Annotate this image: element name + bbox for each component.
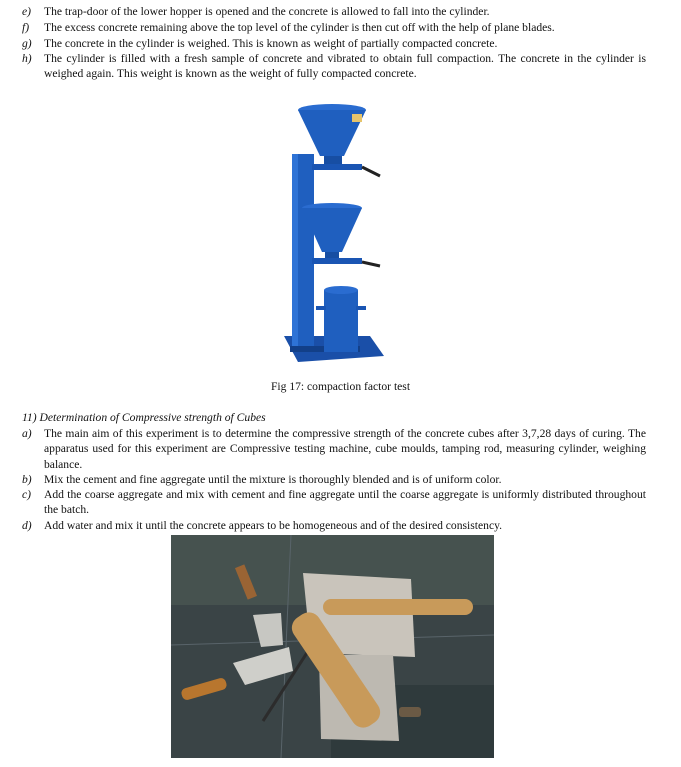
figure-caption: Fig 17: compaction factor test [270,380,411,393]
list-label: g) [22,37,32,50]
list-text: Add the coarse aggregate and mix with cement and fine aggregate until the coarse aggregate is uniformly distributed throughout the batch. [44,488,646,517]
list-label: d) [22,519,32,532]
list-item-g [22,36,646,51]
list-label: b) [22,473,32,486]
list-text: The concrete in the cylinder is weighed. This is known as weight of partially compacted concrete. [44,37,498,50]
mixing-tools-photo [171,535,494,758]
list-item-h [22,51,646,82]
compaction-factor-apparatus-image [272,104,392,374]
list-item-e [22,4,646,19]
list-label: e) [22,5,32,18]
list-item-d [22,518,646,533]
list-item-a [22,426,646,472]
list-item-c [22,487,646,518]
list-text: Add water and mix it until the concrete appears to be homogeneous and of the desired consistency. [44,519,503,532]
list-item-f [22,20,646,35]
list-label: f) [22,21,30,34]
list-text: The trap-door of the lower hopper is opened and the concrete is allowed to fall into the cylinder. [44,5,490,18]
list-item-b [22,472,646,487]
list-label: c) [22,488,32,501]
list-text: The main aim of this experiment is to determine the compressive strength of the concrete cubes after 3,7,28 days of curing. The apparatus used for this experiment are Compressive testing machine, cube moulds, tamping rod, measuring cylinder, weighing balance. [44,427,646,471]
list-text: The excess concrete remaining above the top level of the cylinder is then cut off with the help of plane blades. [44,21,555,34]
list-label: h) [22,52,32,65]
list-text: The cylinder is filled with a fresh sample of concrete and vibrated to obtain full compaction. The concrete in the cylinder is weighed again. This weight is known as the weight of fully compacted concrete. [44,52,646,81]
list-label: a) [22,427,32,440]
list-text: Mix the cement and fine aggregate until the mixture is thoroughly blended and is of uniform color. [44,473,502,486]
section-heading: 11) Determination of Compressive strength of Cubes [22,411,266,424]
